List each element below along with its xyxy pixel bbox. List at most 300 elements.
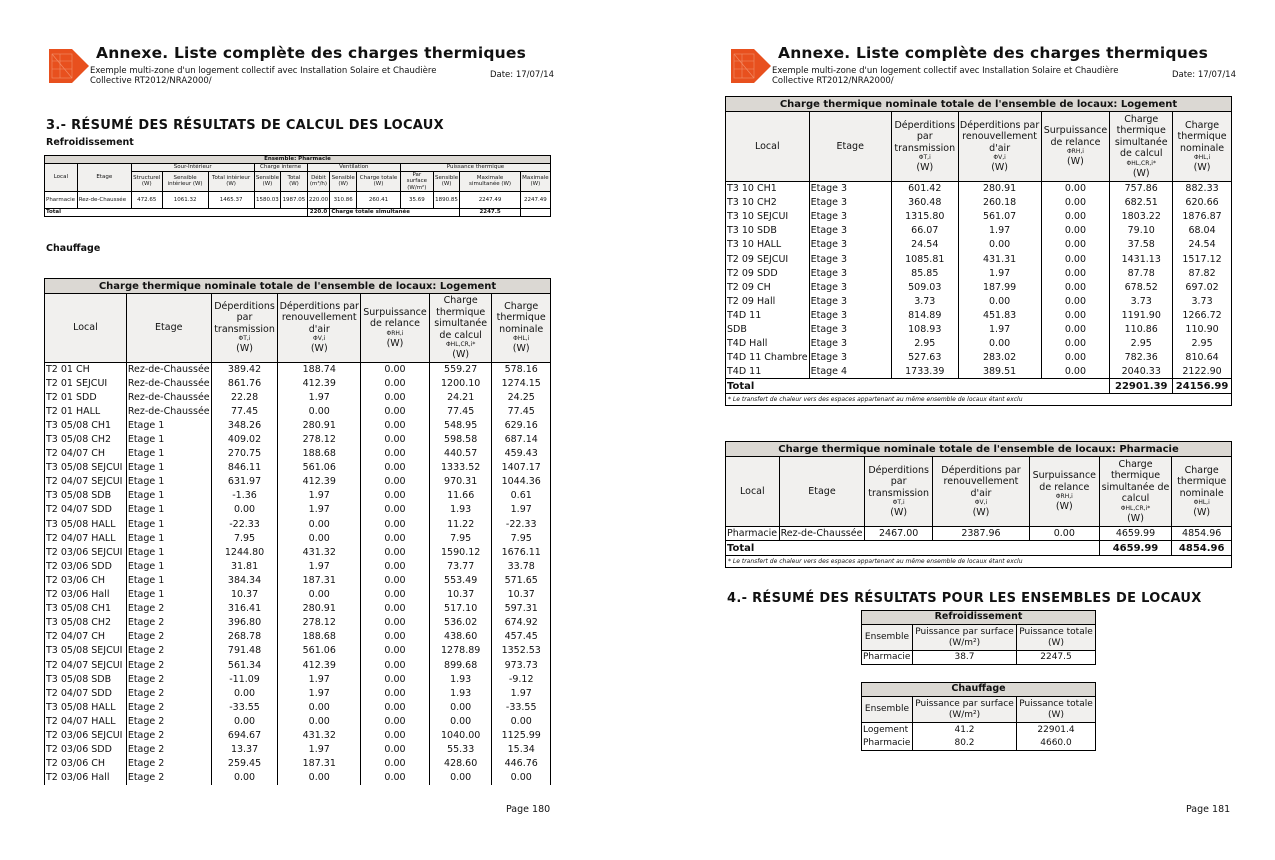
unit-label: (W) <box>236 343 253 355</box>
cell-local: T3 05/08 HALL <box>45 700 127 714</box>
cell-local: T3 05/08 SEJCUI <box>45 644 127 658</box>
section-3-title: 3.- RÉSUMÉ DES RÉSULTATS DE CALCUL DES LOCAUX <box>46 118 444 133</box>
cell-etage: Etage 1 <box>126 545 211 559</box>
col-simultanee <box>429 294 492 363</box>
cell-etage: Etage 3 <box>809 337 891 351</box>
cell-local: T3 10 CH2 <box>726 196 810 210</box>
cell-air: 561.07 <box>958 210 1041 224</box>
cell-structurel: 472.65 <box>131 192 162 209</box>
cell-etage: Etage 3 <box>809 351 891 365</box>
col-local <box>726 112 810 182</box>
cell-air: 1.97 <box>278 390 361 404</box>
col-air <box>278 294 361 363</box>
cell-transmission: -22.33 <box>211 517 278 531</box>
cell-relance: 0.00 <box>1041 294 1110 308</box>
heating-logement-table-part1 <box>44 278 551 785</box>
subtitle-line-2: Collective RT2012/NRA2000/ <box>772 76 894 86</box>
cell-air: 188.68 <box>278 447 361 461</box>
col-nominale-label: Charge thermique nominale <box>496 300 546 335</box>
cell-nominale: 629.16 <box>492 418 551 432</box>
cell-nominale: 459.43 <box>492 447 551 461</box>
cell-sensible-interieur: 1061.32 <box>162 192 208 209</box>
table-row <box>45 418 551 432</box>
table-row <box>45 503 551 517</box>
company-logo-icon <box>728 47 772 85</box>
unit-label: (W) <box>1127 512 1144 524</box>
cell-etage: Etage 2 <box>126 630 211 644</box>
col-local <box>726 457 780 527</box>
cell-local: T3 05/08 HALL <box>45 517 127 531</box>
cell-relance: 0.00 <box>361 517 430 531</box>
col-simultanee-label: Charge thermique simultanée de calcul <box>434 295 488 341</box>
cell-air: 0.00 <box>278 700 361 714</box>
cell-air: 0.00 <box>278 714 361 728</box>
cell-local: T3 05/08 CH2 <box>45 432 127 446</box>
cell-etage: Etage 1 <box>126 573 211 587</box>
cell-transmission: 631.97 <box>211 475 278 489</box>
cell-simultanee: 7.95 <box>429 531 492 545</box>
cell-nominale: 1407.17 <box>492 461 551 475</box>
col-p-sensible: Sensible (W) <box>433 171 460 192</box>
cell-etage: Etage 1 <box>126 503 211 517</box>
page-number: Page 181 <box>1186 804 1231 815</box>
cell-nominale: 1.97 <box>492 686 551 700</box>
table-row <box>726 196 1232 210</box>
total-label: Total <box>726 541 1100 556</box>
cell-transmission: 108.93 <box>891 322 958 336</box>
cell-air: 2387.96 <box>932 527 1029 541</box>
cell-transmission: 861.76 <box>211 376 278 390</box>
col-simultanee <box>1099 457 1172 527</box>
cell-local: T3 05/08 CH1 <box>45 418 127 432</box>
cell-air: 561.06 <box>278 461 361 475</box>
cell-puissance-surface: 38.7 <box>913 651 1017 665</box>
cell-relance: 0.00 <box>361 588 430 602</box>
cell-transmission: 268.78 <box>211 630 278 644</box>
cell-transmission: 77.45 <box>211 404 278 418</box>
cell-nominale: 697.02 <box>1173 280 1232 294</box>
col-puissance-surface: Puissance par surface (W/m²) <box>913 697 1017 723</box>
cell-air: 1.97 <box>958 266 1041 280</box>
table-row <box>45 447 551 461</box>
cell-nominale: 1676.11 <box>492 545 551 559</box>
cell-air: 0.00 <box>958 238 1041 252</box>
cell-local: T2 03/06 SEJCUI <box>45 545 127 559</box>
cell-local: T2 04/07 HALL <box>45 714 127 728</box>
cell-simultanee: 2.95 <box>1110 337 1173 351</box>
cell-nominale: 446.76 <box>492 757 551 771</box>
cell-relance: 0.00 <box>361 672 430 686</box>
table-caption: Charge thermique nominale totale de l'ensemble de locaux: Pharmacie <box>726 442 1232 457</box>
summary-cooling-table <box>861 610 1096 665</box>
table-row <box>862 737 1096 751</box>
table-row <box>45 644 551 658</box>
cell-simultanee: 678.52 <box>1110 280 1173 294</box>
cell-transmission: 10.37 <box>211 588 278 602</box>
footnote-row <box>726 394 1232 406</box>
cell-transmission: 814.89 <box>891 308 958 322</box>
col-relance-label: Surpuissance de relance <box>1043 125 1108 148</box>
cell-relance: 0.00 <box>361 447 430 461</box>
cell-relance: 0.00 <box>361 771 430 785</box>
cell-local: T3 10 CH1 <box>726 182 810 196</box>
cell-air: 278.12 <box>278 616 361 630</box>
cell-air: 280.91 <box>278 602 361 616</box>
cell-simultanee: 2040.33 <box>1110 365 1173 379</box>
cell-local: T2 04/07 CH <box>45 447 127 461</box>
cell-relance: 0.00 <box>361 602 430 616</box>
cell-transmission: 409.02 <box>211 432 278 446</box>
summary-heating-table <box>861 682 1096 751</box>
cell-transmission: 561.34 <box>211 658 278 672</box>
cell-nominale: 87.82 <box>1173 266 1232 280</box>
phi-symbol: ΦHL,i <box>513 335 530 343</box>
cell-relance: 0.00 <box>1041 280 1110 294</box>
footnote: * Le transfert de chaleur vers des espaces appartenant au même ensemble de locaux étant exclu <box>726 556 1232 568</box>
cell-simultanee: 757.86 <box>1110 182 1173 196</box>
unit-label: (W) <box>1132 167 1150 179</box>
cell-air: 1.97 <box>278 559 361 573</box>
cell-relance: 0.00 <box>361 757 430 771</box>
cell-simultanee: 536.02 <box>429 616 492 630</box>
col-puissance-surface: Puissance par surface (W/m²) <box>913 625 1017 651</box>
table-caption: Ensemble: Pharmacie <box>45 156 551 164</box>
table-row <box>45 545 551 559</box>
cell-relance: 0.00 <box>1041 337 1110 351</box>
cell-nominale: 674.92 <box>492 616 551 630</box>
cell-relance: 0.00 <box>361 404 430 418</box>
cell-simultanee: 0.00 <box>429 771 492 785</box>
cell-etage: Etage 1 <box>126 475 211 489</box>
cell-etage: Etage 3 <box>809 182 891 196</box>
cell-puissance-surface: 80.2 <box>913 737 1017 751</box>
cell-p-surface: 35.69 <box>401 192 434 209</box>
chauffage-label: Chauffage <box>46 243 101 254</box>
col-structurel: Structurel (W) <box>131 171 162 192</box>
table-row <box>862 723 1096 737</box>
page-header <box>728 44 1238 90</box>
cell-local: T2 03/06 SDD <box>45 743 127 757</box>
table-row <box>45 630 551 644</box>
cell-air: 561.06 <box>278 644 361 658</box>
col-air-label: Déperditions par renouvellement d'air <box>941 464 1021 499</box>
col-air-label: Déperditions par renouvellement d'air <box>959 119 1040 154</box>
cell-etage: Etage 3 <box>809 224 891 238</box>
col-etage <box>809 112 891 182</box>
table-row <box>862 651 1096 665</box>
table-row <box>45 461 551 475</box>
cell-air: 1.97 <box>278 672 361 686</box>
cell-simultanee: 4659.99 <box>1099 527 1172 541</box>
total-empty <box>520 209 550 217</box>
cell-ci-sensible: 1580.03 <box>254 192 281 209</box>
table-row <box>726 337 1232 351</box>
cell-air: 188.74 <box>278 362 361 376</box>
cell-simultanee: 1.93 <box>429 686 492 700</box>
cell-nominale: -9.12 <box>492 672 551 686</box>
page-header <box>46 44 556 90</box>
cell-local: T2 09 Hall <box>726 294 810 308</box>
cell-etage: Etage 2 <box>126 771 211 785</box>
cell-transmission: 1085.81 <box>891 252 958 266</box>
cell-nominale: 882.33 <box>1173 182 1232 196</box>
cell-nominale: 77.45 <box>492 404 551 418</box>
cell-simultanee: 10.37 <box>429 588 492 602</box>
table-row <box>45 390 551 404</box>
cell-puissance-totale: 2247.5 <box>1017 651 1096 665</box>
cell-relance: 0.00 <box>361 714 430 728</box>
cell-nominale: 2.95 <box>1173 337 1232 351</box>
cell-relance: 0.00 <box>361 362 430 376</box>
cell-transmission: 846.11 <box>211 461 278 475</box>
table-row <box>45 686 551 700</box>
cell-transmission: 0.00 <box>211 714 278 728</box>
col-ensemble: Ensemble <box>862 625 913 651</box>
cell-air: 280.91 <box>278 418 361 432</box>
cell-air: 431.32 <box>278 545 361 559</box>
cell-relance: 0.00 <box>1041 308 1110 322</box>
cell-transmission: 31.81 <box>211 559 278 573</box>
cell-local: T3 10 SEJCUI <box>726 210 810 224</box>
cell-air: 188.68 <box>278 630 361 644</box>
table-row <box>726 308 1232 322</box>
cell-simultanee: 55.33 <box>429 743 492 757</box>
cell-air: 283.02 <box>958 351 1041 365</box>
cell-etage: Etage 1 <box>126 531 211 545</box>
cell-simultanee: 3.73 <box>1110 294 1173 308</box>
cell-etage: Etage 1 <box>126 418 211 432</box>
cell-local: T2 01 HALL <box>45 404 127 418</box>
cell-local: T3 05/08 SEJCUI <box>45 461 127 475</box>
cell-transmission: 259.45 <box>211 757 278 771</box>
table-caption: Refroidissement <box>862 611 1096 625</box>
group-ventilation: Ventilation <box>307 164 400 172</box>
cell-local: T2 01 CH <box>45 362 127 376</box>
table-row <box>45 432 551 446</box>
cell-relance: 0.00 <box>1041 252 1110 266</box>
group-charge-interne: Charge interne <box>254 164 307 172</box>
cell-relance: 0.00 <box>361 432 430 446</box>
cell-debit: 220.00 <box>307 192 330 209</box>
document-title: Annexe. Liste complète des charges thermiques <box>778 44 1209 62</box>
cell-local: T2 09 SDD <box>726 266 810 280</box>
cell-nominale: -22.33 <box>492 517 551 531</box>
cell-local: T4D 11 <box>726 365 810 379</box>
col-sensible-interieur: Sensible intérieur (W) <box>162 171 208 192</box>
cell-local: T2 01 SDD <box>45 390 127 404</box>
col-ci-sensible: Sensible (W) <box>254 171 281 192</box>
cell-local: T3 10 SDB <box>726 224 810 238</box>
cell-transmission: 396.80 <box>211 616 278 630</box>
cell-nominale: 24.25 <box>492 390 551 404</box>
total-nominale: 24156.99 <box>1173 379 1232 394</box>
cell-nominale: 0.00 <box>492 771 551 785</box>
total-nominale: 4854.96 <box>1172 541 1232 556</box>
cell-transmission: 0.00 <box>211 503 278 517</box>
footnote-row <box>726 556 1232 568</box>
cell-relance: 0.00 <box>1041 210 1110 224</box>
cell-transmission: 791.48 <box>211 644 278 658</box>
cell-p-max-simultanee: 2247.49 <box>460 192 520 209</box>
cell-v-charge-totale: 260.41 <box>357 192 401 209</box>
cell-simultanee: 1278.89 <box>429 644 492 658</box>
phi-symbol: ΦHL,CR,i* <box>1120 504 1151 512</box>
cell-transmission: 360.48 <box>891 196 958 210</box>
cell-etage: Etage 1 <box>126 461 211 475</box>
cell-etage: Etage 2 <box>126 686 211 700</box>
col-local-label: Local <box>754 140 780 152</box>
cell-nominale: 1876.87 <box>1173 210 1232 224</box>
cell-local: T2 04/07 SEJCUI <box>45 475 127 489</box>
cell-local: T2 04/07 CH <box>45 630 127 644</box>
col-v-sensible: Sensible (W) <box>330 171 357 192</box>
table-row <box>726 210 1232 224</box>
col-relance <box>1041 112 1110 182</box>
cell-air: 1.97 <box>278 686 361 700</box>
phi-symbol: ΦRH,i <box>1055 493 1073 501</box>
cell-transmission: 0.00 <box>211 686 278 700</box>
cell-local: T2 03/06 Hall <box>45 588 127 602</box>
col-debit: Débit (m³/h) <box>307 171 330 192</box>
phi-symbol: ΦHL,i <box>1193 499 1210 506</box>
cell-simultanee: 428.60 <box>429 757 492 771</box>
unit-label: (W) <box>916 162 934 173</box>
cell-ensemble: Pharmacie <box>862 651 913 665</box>
cell-air: 0.00 <box>958 294 1041 308</box>
cell-etage: Etage 3 <box>809 294 891 308</box>
col-relance-label: Surpuissance de relance <box>1032 470 1097 493</box>
cell-air: 260.18 <box>958 196 1041 210</box>
document-title: Annexe. Liste complète des charges thermiques <box>96 44 527 62</box>
total-simultanee: 22901.39 <box>1110 379 1173 394</box>
cell-air: 1.97 <box>278 503 361 517</box>
cell-simultanee: 899.68 <box>429 658 492 672</box>
cell-transmission: 601.42 <box>891 182 958 196</box>
cell-local: T2 04/07 SDD <box>45 503 127 517</box>
cell-p-sensible: 1890.85 <box>433 192 460 209</box>
cell-relance: 0.00 <box>1041 224 1110 238</box>
cell-etage: Etage 2 <box>126 658 211 672</box>
cell-simultanee: 598.58 <box>429 432 492 446</box>
table-row <box>726 280 1232 294</box>
cell-nominale: 4854.96 <box>1172 527 1232 541</box>
table-row <box>45 700 551 714</box>
cell-air: 1.97 <box>958 322 1041 336</box>
cell-etage: Etage 2 <box>126 672 211 686</box>
table-row <box>45 517 551 531</box>
cell-local: T4D Hall <box>726 337 810 351</box>
cell-local: T2 03/06 CH <box>45 757 127 771</box>
cell-nominale: 15.34 <box>492 743 551 757</box>
cell-transmission: 1733.39 <box>891 365 958 379</box>
total-sim-value: 2247.5 <box>460 209 520 217</box>
phi-symbol: ΦV,i <box>974 499 988 506</box>
col-etage-label: Etage <box>808 485 836 497</box>
cell-simultanee: 970.31 <box>429 475 492 489</box>
cell-ensemble: Logement <box>862 723 913 737</box>
phi-symbol: ΦRH,i <box>386 329 404 337</box>
total-row <box>726 379 1232 394</box>
cell-nominale: 1266.72 <box>1173 308 1232 322</box>
cell-simultanee: 553.49 <box>429 573 492 587</box>
col-simultanee-label: Charge thermique simultanée de calcul <box>1114 113 1168 160</box>
cell-simultanee: 24.21 <box>429 390 492 404</box>
unit-label: (W) <box>1067 156 1084 168</box>
cell-relance: 0.00 <box>361 743 430 757</box>
cell-relance: 0.00 <box>361 700 430 714</box>
cell-transmission: 1315.80 <box>891 210 958 224</box>
cell-nominale: 620.66 <box>1173 196 1232 210</box>
cell-air: 0.00 <box>958 337 1041 351</box>
cell-local: T4D 11 Chambre <box>727 352 808 364</box>
cell-simultanee: 11.22 <box>429 517 492 531</box>
cell-local: T2 03/06 SDD <box>45 559 127 573</box>
phi-symbol: ΦT,i <box>892 499 905 506</box>
cell-etage: Etage 3 <box>809 252 891 266</box>
cell-air: 187.99 <box>958 280 1041 294</box>
col-nominale <box>492 294 551 363</box>
col-transmission <box>891 112 958 182</box>
cell-total-interieur: 1465.37 <box>208 192 254 209</box>
unit-label: (W) <box>452 349 470 360</box>
cell-transmission: 7.95 <box>211 531 278 545</box>
cell-simultanee: 782.36 <box>1110 351 1173 365</box>
cell-air: 0.00 <box>278 517 361 531</box>
document-date: Date: 17/07/14 <box>489 70 554 80</box>
table-row <box>45 588 551 602</box>
cell-relance: 0.00 <box>361 559 430 573</box>
cell-transmission: -1.36 <box>211 489 278 503</box>
cell-transmission: 24.54 <box>891 238 958 252</box>
cell-transmission: 2467.00 <box>865 527 933 541</box>
col-relance <box>1029 457 1099 527</box>
cell-relance: 0.00 <box>361 475 430 489</box>
cell-simultanee: 79.10 <box>1110 224 1173 238</box>
table-caption: Charge thermique nominale totale de l'ensemble de locaux: Logement <box>726 97 1232 112</box>
cell-simultanee: 11.66 <box>429 489 492 503</box>
cell-relance: 0.00 <box>361 573 430 587</box>
col-transmission-label: Déperditions par transmission <box>894 119 956 154</box>
cell-nominale: 687.14 <box>492 432 551 446</box>
unit-label: (W) <box>1193 162 1211 173</box>
cell-transmission: 2.95 <box>891 337 958 351</box>
table-row <box>45 376 551 390</box>
col-relance-label: Surpuissance de relance <box>363 306 427 329</box>
col-nominale-label: Charge thermique nominale <box>1177 119 1227 154</box>
unit-label: (W) <box>386 337 404 349</box>
cell-simultanee: 682.51 <box>1110 196 1173 210</box>
total-row <box>726 541 1232 556</box>
cell-simultanee: 37.58 <box>1110 238 1173 252</box>
cell-etage: Rez-de-Chaussée <box>127 405 210 417</box>
cell-nominale: 597.31 <box>492 602 551 616</box>
table-row <box>726 294 1232 308</box>
cell-nominale: 68.04 <box>1173 224 1232 238</box>
cell-ci-total: 1987.05 <box>281 192 307 209</box>
cell-nominale: 973.73 <box>492 658 551 672</box>
table-row <box>45 531 551 545</box>
unit-label: (W) <box>1193 507 1211 518</box>
col-nominale <box>1173 112 1232 182</box>
cell-relance: 0.00 <box>361 531 430 545</box>
total-debit: 220.0 <box>307 209 330 217</box>
cell-etage: Etage 2 <box>126 743 211 757</box>
cell-nominale: 571.65 <box>492 573 551 587</box>
table-row <box>45 559 551 573</box>
cell-etage: Etage 1 <box>126 489 211 503</box>
cell-simultanee: 559.27 <box>429 362 492 376</box>
table-row <box>45 489 551 503</box>
